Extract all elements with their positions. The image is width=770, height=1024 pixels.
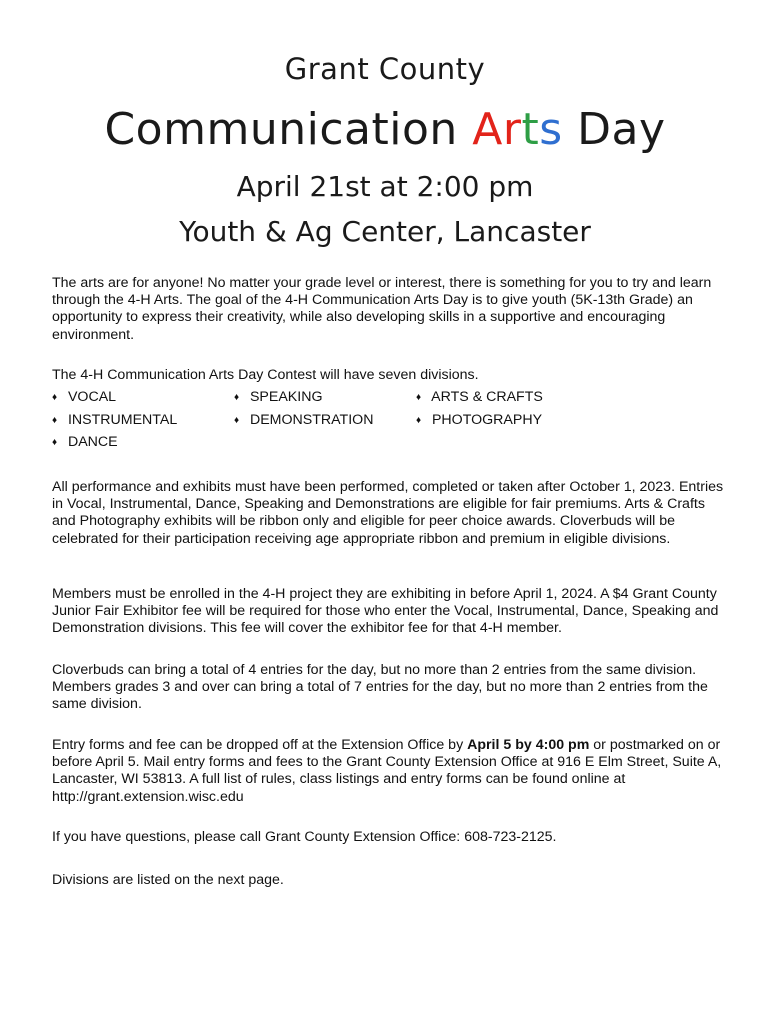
- division-item-arts-crafts: [416, 389, 606, 406]
- title-suffix: Day: [562, 104, 666, 155]
- entry-forms-paragraph: [52, 737, 724, 806]
- diamond-bullet-icon: ♦: [234, 392, 240, 403]
- arts-letter-t: t: [521, 104, 540, 155]
- arts-letter-r: r: [502, 104, 522, 155]
- division-label: DANCE: [67, 434, 118, 451]
- event-title: [0, 104, 770, 155]
- arts-letter-a: A: [472, 104, 503, 155]
- division-item-demonstration: [234, 412, 416, 429]
- diamond-bullet-icon: ♦: [416, 392, 422, 403]
- division-item-dance: [52, 434, 234, 451]
- intro-paragraph: The arts are for anyone! No matter your grade level or interest, there is something for you to try and learn through the 4-H Arts. The goal of the 4-H Communication Arts Day is to give youth (5K-13th Grade) an opportunity to express their creativity, while also developing skills in a supportive and encouraging environment.: [52, 275, 712, 343]
- event-venue: Youth & Ag Center, Lancaster: [179, 215, 591, 248]
- diamond-bullet-icon: ♦: [234, 414, 240, 426]
- diamond-bullet-icon: ♦: [52, 392, 58, 403]
- diamond-bullet-icon: ♦: [416, 414, 422, 426]
- questions-paragraph: If you have questions, please call Grant County Extension Office: 608-723-2125.: [52, 829, 557, 845]
- division-item-instrumental: [52, 412, 234, 429]
- diamond-bullet-icon: ♦: [52, 414, 58, 426]
- division-label: INSTRUMENTAL: [67, 411, 178, 428]
- divisions-lead: The 4-H Communication Arts Day Contest will have seven divisions.: [52, 367, 479, 383]
- division-label: ARTS & CRAFTS: [431, 389, 543, 405]
- entry-limits-paragraph: Cloverbuds can bring a total of 4 entries for the day, but no more than 2 entries from the same division. Members grades 3 and over can bring a total of 7 entries for the day, but no more than 2 entries from the same division.: [52, 662, 708, 713]
- enrollment-paragraph: Members must be enrolled in the 4-H project they are exhibiting in before April 1, 2024. A $4 Grant County Junior Fair Exhibitor fee will be required for those who enter the Vocal, Instrumental, Dance, Speaking and Demonstration divisions. This fee will cover the exhibitor fee for that 4-H member.: [52, 586, 719, 637]
- divisions-list: [52, 389, 612, 452]
- arts-letter-s: s: [539, 104, 563, 155]
- entry-deadline: April 5 by 4:00 pm: [467, 737, 590, 753]
- division-item-vocal: [52, 389, 234, 406]
- division-label: PHOTOGRAPHY: [431, 411, 543, 428]
- division-label: VOCAL: [67, 389, 117, 405]
- entry-forms-text-after: or postmarked on or before April 5. Mail entry forms and fees to the Grant County Extension Office at 916 E Elm Street, Suite A, Lancaster, WI 53813. A full list of rules, class listings and entry forms can be found online at http://grant.extension.wisc.edu: [52, 737, 722, 805]
- division-item-speaking: [234, 389, 416, 406]
- entry-forms-text-before: Entry forms and fee can be dropped off at the Extension Office by: [52, 737, 468, 753]
- division-label: SPEAKING: [249, 389, 323, 405]
- diamond-bullet-icon: ♦: [52, 437, 58, 449]
- division-item-photography: [416, 412, 606, 429]
- division-label: DEMONSTRATION: [249, 411, 374, 428]
- title-arts-word: [472, 104, 562, 155]
- eligibility-paragraph: All performance and exhibits must have been performed, completed or taken after October 1, 2023. Entries in Vocal, Instrumental, Dance, Speaking and Demonstrations are eligible for fair premiums. Arts & Crafts and Photography exhibits will be ribbon only and eligible for peer choice awards. Cloverbuds will be celebrated for their participation receiving age appropriate ribbon and premium in eligible divisions.: [52, 479, 724, 547]
- event-date-time: April 21st at 2:00 pm: [236, 170, 534, 203]
- next-page-note: Divisions are listed on the next page.: [52, 872, 284, 888]
- title-prefix: Communication: [104, 104, 473, 155]
- county-heading: Grant County: [284, 52, 486, 86]
